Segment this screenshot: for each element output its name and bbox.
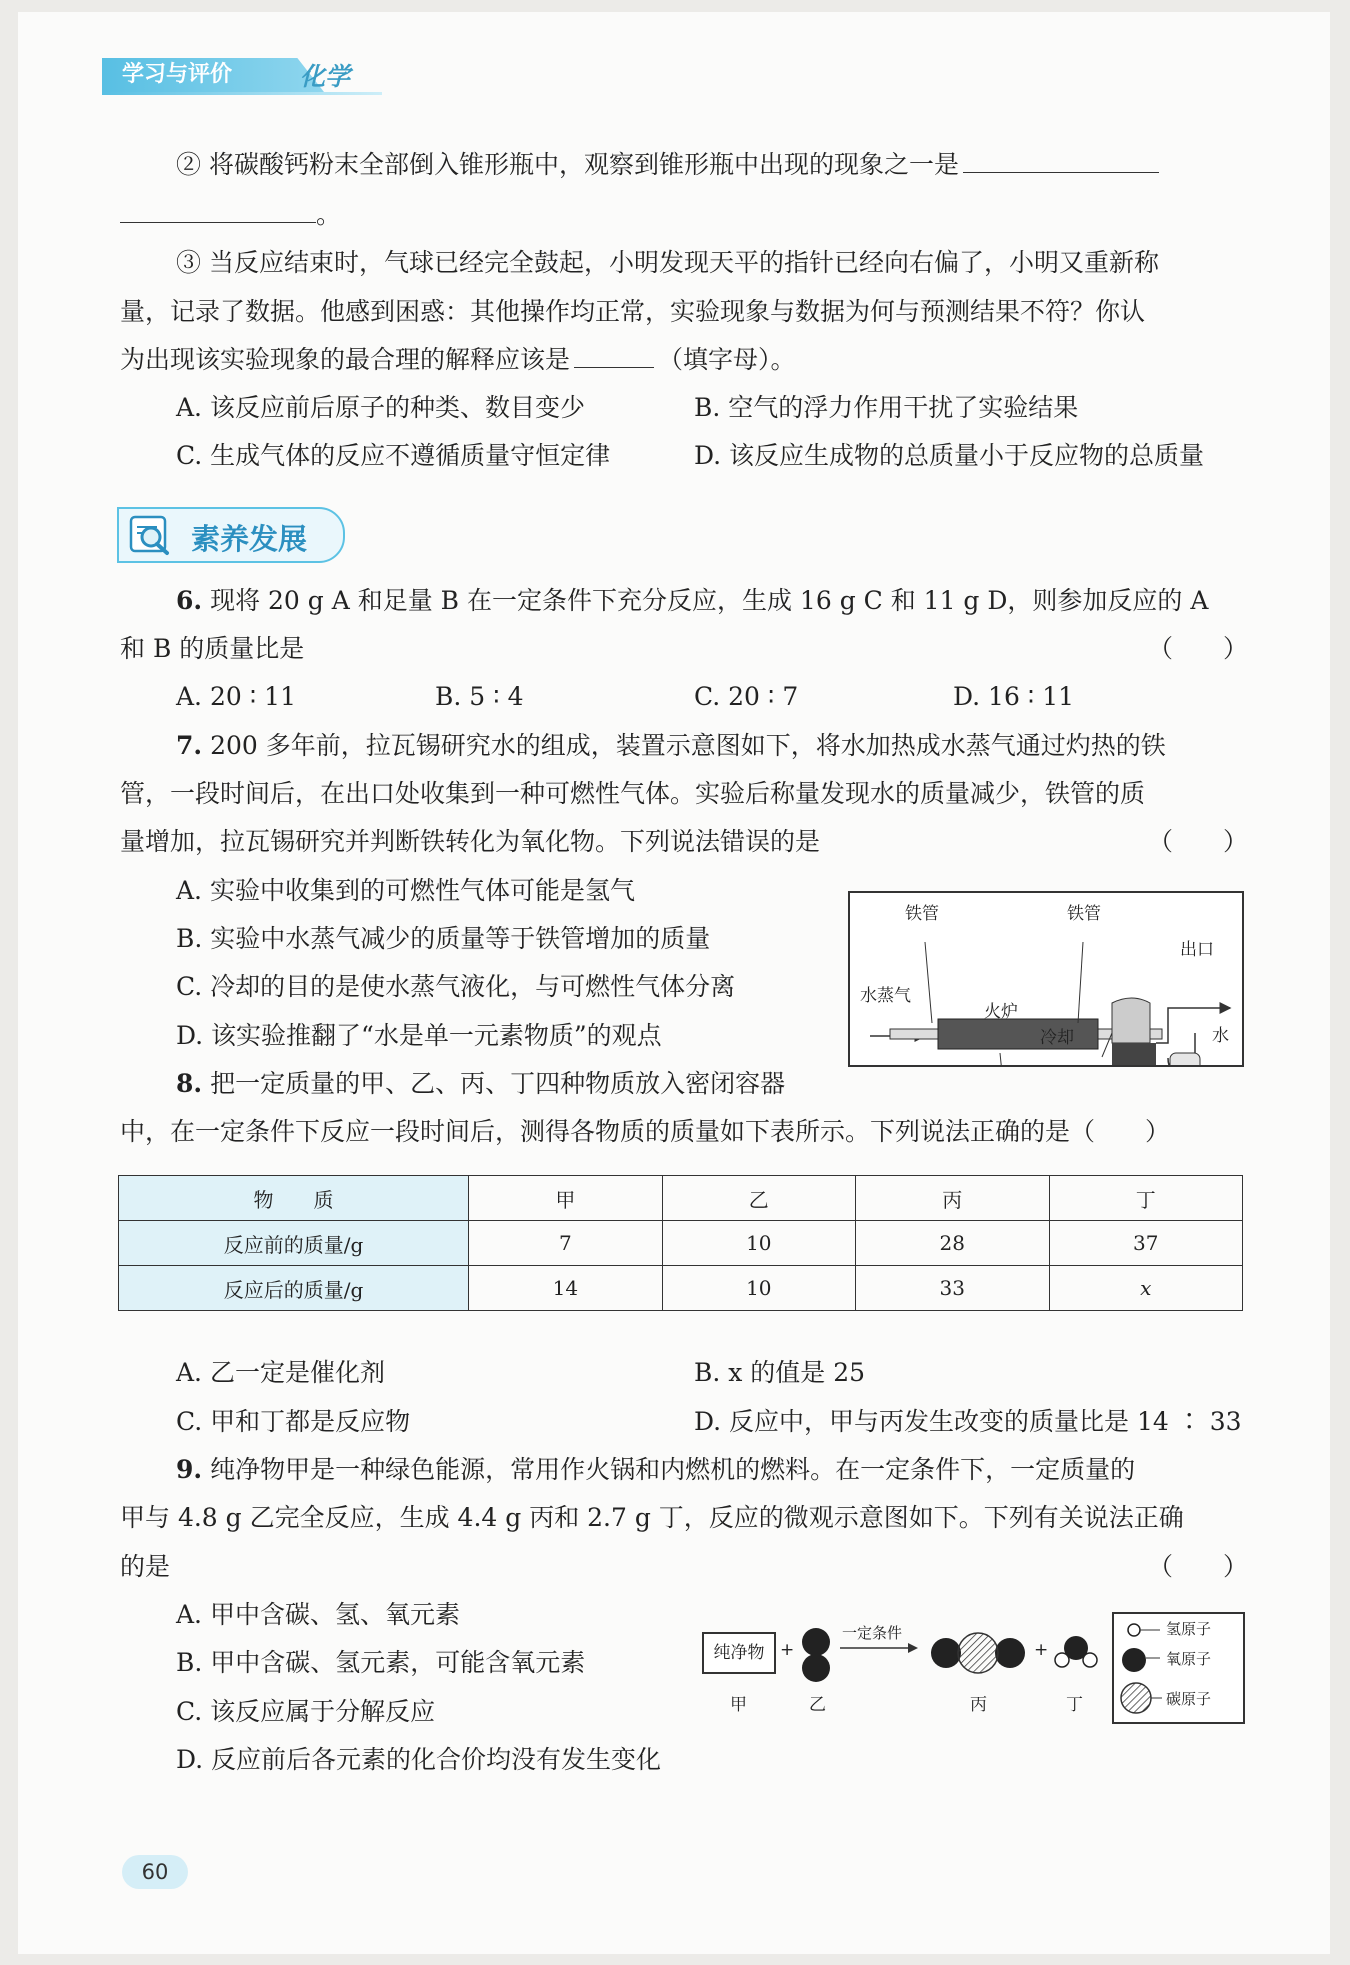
table-cell: 10 (662, 1266, 855, 1311)
q7-option-b: B. 实验中水蒸气减少的质量等于铁管增加的质量 (176, 924, 711, 953)
plus-sign-2: + (1034, 1640, 1049, 1660)
q8-line1: 8. 把一定质量的甲、乙、丙、丁四种物质放入密闭容器 (176, 1069, 786, 1098)
legend-carbon: 碳原子 (1166, 1690, 1212, 1708)
q9-micro-diagram (700, 1612, 1245, 1727)
q7-line2: 管，一段时间后，在出口处收集到一种可燃性气体。实验后称量发现水的质量减少，铁管的质 (120, 779, 1146, 808)
q7-answer-paren: （ ） (1148, 827, 1249, 856)
q6-answer-paren: （ ） (1148, 634, 1249, 663)
table-header-cell: 丁 (1049, 1176, 1243, 1221)
q5-item3-line1: ③ 当反应结束时，气球已经完全鼓起，小明发现天平的指针已经向右偏了，小明又重新称 (176, 248, 1159, 277)
table-cell: 反应后的质量/g (119, 1266, 469, 1311)
pure-substance-box: 纯净物 (702, 1632, 776, 1674)
q5-option-d: D. 该反应生成物的总质量小于反应物的总质量 (694, 441, 1205, 470)
q7-line1: 7. 200 多年前，拉瓦锡研究水的组成，装置示意图如下，将水加热成水蒸气通过灼热的铁 (176, 731, 1166, 760)
table-header-cell: 丙 (856, 1176, 1049, 1221)
q9-option-c: C. 该反应属于分解反应 (176, 1697, 436, 1726)
oxygen-molecule-icon (796, 1624, 836, 1686)
q6-line1: 6. 现将 20 g A 和足量 B 在一定条件下充分反应，生成 16 g C 和 11 g D，则参加反应的 A (176, 586, 1209, 615)
q6-option-c: C. 20 ∶ 7 (694, 682, 799, 711)
header-series: 学习与评价 (122, 62, 233, 87)
table-row (119, 1266, 1243, 1311)
table-header-cell: 物 质 (119, 1176, 469, 1221)
table-cell: 33 (856, 1266, 1049, 1311)
q7-option-d: D. 该实验推翻了“水是单一元素物质”的观点 (176, 1021, 662, 1050)
q9-line3: 的是 (120, 1552, 171, 1581)
section-header (117, 507, 345, 563)
table-row (119, 1221, 1243, 1266)
fig-label-furnace: 火炉 (984, 1002, 1018, 1022)
fig-label-iron-tube-2: 铁管 (1067, 904, 1101, 924)
label-yi: 乙 (809, 1695, 826, 1715)
water-molecule-icon (1052, 1632, 1100, 1672)
table-header-row (119, 1176, 1243, 1221)
q6-option-d: D. 16 ∶ 11 (953, 682, 1075, 711)
table-cell: 14 (469, 1266, 662, 1311)
q8-option-c: C. 甲和丁都是反应物 (176, 1407, 411, 1436)
table-cell: 反应前的质量/g (119, 1221, 469, 1266)
reaction-condition: 一定条件 (842, 1624, 903, 1642)
q9-answer-paren: （ ） (1148, 1552, 1249, 1581)
header-underline (102, 92, 382, 95)
fig-label-water: 水 (1212, 1026, 1229, 1046)
q5-item2-cont: 。 (120, 200, 341, 230)
legend-hydrogen: 氢原子 (1166, 1620, 1212, 1638)
q7-option-a: A. 实验中收集到的可燃性气体可能是氢气 (176, 876, 635, 905)
fig-label-outlet: 出口 (1180, 940, 1214, 960)
q8-line2: 中，在一定条件下反应一段时间后，测得各物质的质量如下表所示。下列说法正确的是（ ） (120, 1117, 1171, 1146)
q7-apparatus-figure (848, 891, 1244, 1067)
fig-label-cooling: 冷却 (1040, 1028, 1074, 1048)
q8-option-a: A. 乙一定是催化剂 (176, 1358, 385, 1387)
table-cell: 37 (1049, 1221, 1243, 1266)
q9-option-b: B. 甲中含碳、氢元素，可能含氧元素 (176, 1648, 586, 1677)
label-jia: 甲 (730, 1695, 747, 1715)
carbon-dioxide-molecule-icon (928, 1632, 1028, 1674)
q8-option-d: D. 反应中，甲与丙发生改变的质量比是 14 ∶ 33 (694, 1407, 1242, 1436)
table-cell: 7 (469, 1221, 662, 1266)
q5-option-c: C. 生成气体的反应不遵循质量守恒定律 (176, 441, 611, 470)
label-bing: 丙 (970, 1695, 987, 1715)
legend-symbols (1120, 1620, 1164, 1716)
plus-sign-1: + (780, 1640, 795, 1660)
table-cell: 10 (662, 1221, 855, 1266)
atom-legend (1112, 1612, 1245, 1724)
q6-line2: 和 B 的质量比是 (120, 634, 305, 663)
q9-option-a: A. 甲中含碳、氢、氧元素 (176, 1600, 460, 1629)
magnifier-document-icon (127, 513, 179, 557)
table-cell: x (1049, 1266, 1243, 1311)
table-header-cell: 甲 (469, 1176, 662, 1221)
q7-option-c: C. 冷却的目的是使水蒸气液化，与可燃性气体分离 (176, 972, 736, 1001)
q5-item3-line3: 为出现该实验现象的最合理的解释应该是 （填字母）。 (120, 345, 796, 374)
q5-item3-line2: 量，记录了数据。他感到困惑：其他操作均正常，实验现象与数据为何与预测结果不符？你认 (120, 297, 1146, 326)
q6-option-a: A. 20 ∶ 11 (176, 682, 296, 711)
q5-item2: ② 将碳酸钙粉末全部倒入锥形瓶中，观察到锥形瓶中出现的现象之一是 (176, 150, 1159, 180)
q5-option-a: A. 该反应前后原子的种类、数目变少 (176, 393, 585, 422)
label-ding: 丁 (1066, 1695, 1083, 1715)
section-title: 素养发展 (191, 522, 308, 556)
q8-option-b: B. x 的值是 25 (694, 1358, 866, 1387)
page-number: 60 (122, 1855, 188, 1889)
header-series-tag (102, 58, 324, 92)
table-cell: 28 (856, 1221, 1049, 1266)
q9-option-d: D. 反应前后各元素的化合价均没有发生变化 (176, 1745, 662, 1774)
q7-line3: 量增加，拉瓦锡研究并判断铁转化为氧化物。下列说法错误的是 (120, 827, 821, 856)
q9-line2: 甲与 4.8 g 乙完全反应，生成 4.4 g 丙和 2.7 g 丁，反应的微观示意图如下。下列有关说法正确 (120, 1503, 1184, 1532)
q5-option-b: B. 空气的浮力作用干扰了实验结果 (694, 393, 1079, 422)
fig-label-iron-tube-1: 铁管 (905, 904, 939, 924)
q8-mass-table (118, 1175, 1243, 1311)
q6-option-b: B. 5 ∶ 4 (435, 682, 524, 711)
table-header-cell: 乙 (662, 1176, 855, 1221)
q9-line1: 9. 纯净物甲是一种绿色能源，常用作火锅和内燃机的燃料。在一定条件下，一定质量的 (176, 1455, 1136, 1484)
legend-oxygen: 氧原子 (1166, 1650, 1212, 1668)
fig-label-steam: 水蒸气 (860, 986, 911, 1006)
header-subject: 化学 (300, 62, 351, 91)
reaction-arrow-icon (840, 1642, 920, 1654)
